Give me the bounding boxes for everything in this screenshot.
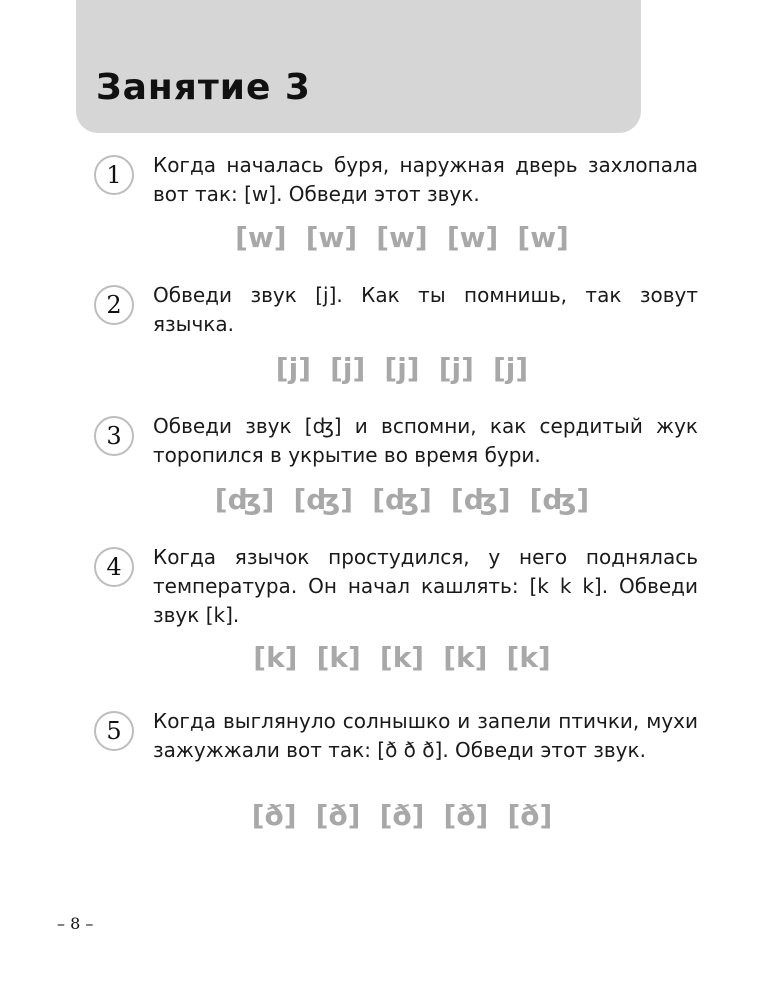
task-text: Обведи звук [j]. Как ты помнишь, так зовут язычка. [153,283,698,336]
task-number: 2 [94,285,134,325]
sound-item[interactable]: [j] [438,352,474,385]
task-number: 3 [94,416,134,456]
sound-item[interactable]: [j] [492,352,529,385]
sound-item[interactable]: [w] [305,221,358,254]
sound-item[interactable]: [k] [379,641,425,674]
sound-item[interactable]: [ʤ] [450,483,511,516]
sound-item[interactable]: [w] [446,221,499,254]
task-text: Обведи звук [ʤ] и вспомни, как сердитый жук торопился в укрытие во время бури. [153,414,698,467]
sound-item[interactable]: [ʤ] [372,483,432,516]
sound-item[interactable]: [j] [275,352,311,385]
sound-item[interactable]: [ʤ] [529,483,590,516]
sound-item[interactable]: [ʤ] [293,483,354,516]
page-title: Занятие 3 [96,67,311,108]
sound-row [92,483,712,516]
task-text: Когда язычок простудился, у него поднялась температура. Он начал кашлять: [k k k]. Обведи звук [k]. [153,545,698,627]
sound-item[interactable]: [k] [316,641,361,674]
task-number: 4 [94,547,134,587]
sound-item[interactable]: [ð] [251,799,297,832]
sound-row [92,221,712,254]
task-text: Когда началась буря, наружная дверь захлопала вот так: [w]. Обведи этот звук. [153,153,698,206]
sound-item[interactable]: [ð] [315,799,361,832]
sound-item[interactable]: [k] [506,641,551,674]
sound-row [92,799,712,832]
sound-row [92,641,712,674]
sound-item[interactable]: [k] [443,641,488,674]
sound-item[interactable]: [w] [376,221,428,254]
page-number: – 8 – [57,914,94,933]
task-number: 5 [94,711,134,751]
task-text: Когда выглянуло солнышко и запели птички, мухи зажужжали вот так: [ð ð ð]. Обведи этот звук. [153,709,698,762]
sound-item[interactable]: [ð] [507,799,553,832]
sound-item[interactable]: [w] [235,221,287,254]
sound-item[interactable]: [ð] [379,799,425,832]
sound-row [92,352,712,385]
sound-item[interactable]: [k] [253,641,298,674]
sound-item[interactable]: [w] [517,221,569,254]
sound-item[interactable]: [j] [384,352,420,385]
sound-item[interactable]: [ð] [443,799,489,832]
task-number: 1 [94,155,134,195]
sound-item[interactable]: [j] [330,352,366,385]
sound-item[interactable]: [ʤ] [214,483,275,516]
